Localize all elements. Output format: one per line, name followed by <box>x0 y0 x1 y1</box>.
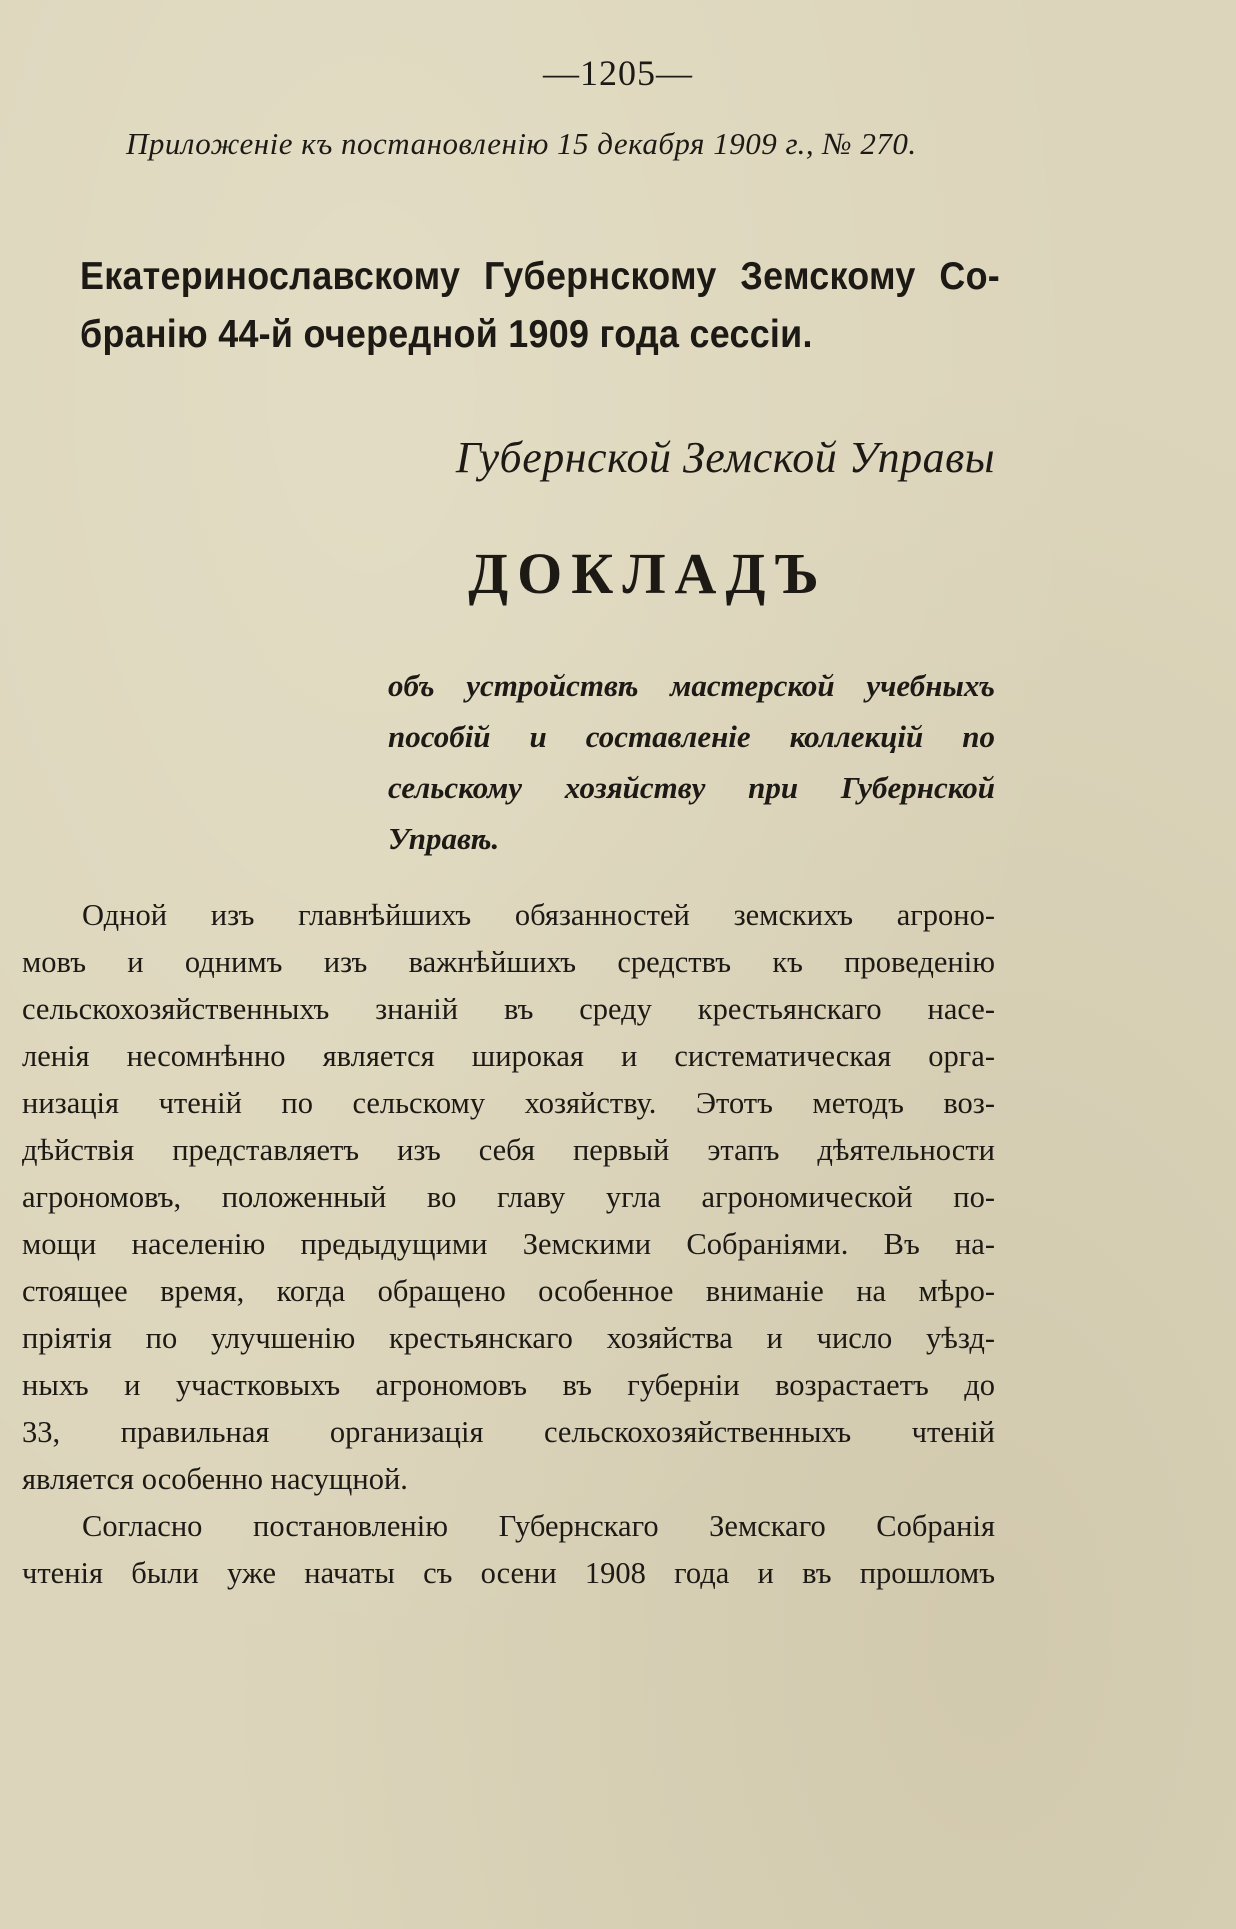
document-heading <box>80 248 1000 364</box>
body-line: 33, правильная организація сельскохозяйственныхъ чтеній <box>22 1415 995 1449</box>
annex-note: Приложеніе къ постановленію 15 декабря 1909 г., № 270. <box>126 126 917 161</box>
body-line: сельскохозяйственныхъ знаній въ среду крестьянскаго насе- <box>22 992 995 1026</box>
subject-line: Управѣ. <box>388 821 500 856</box>
body-text <box>22 892 995 1597</box>
body-line: является особенно насущной. <box>22 1462 408 1496</box>
heading-line-1: Екатеринославскому Губернскому Земскому Со- <box>80 255 1000 298</box>
heading-line-2: бранію 44-й очередной 1909 года сессіи. <box>80 313 813 356</box>
body-line: мовъ и однимъ изъ важнѣйшихъ средствъ къ проведенію <box>22 945 995 979</box>
body-line: мощи населенію предыдущими Земскими Собраніями. Въ на- <box>22 1227 995 1261</box>
body-line: низація чтеній по сельскому хозяйству. Этотъ методъ воз- <box>22 1086 995 1120</box>
body-line: ныхъ и участковыхъ агрономовъ въ губерніи возрастаетъ до <box>22 1368 995 1402</box>
page-number: —1205— <box>543 53 693 93</box>
body-line: чтенія были уже начаты съ осени 1908 года и въ прошломъ <box>22 1556 995 1590</box>
subject-line: сельскому хозяйству при Губернской <box>388 770 995 805</box>
body-line: Одной изъ главнѣйшихъ обязанностей земскихъ агроно- <box>82 898 995 932</box>
body-line: дѣйствія представляетъ изъ себя первый этапъ дѣятельности <box>22 1133 995 1167</box>
subject-line: объ устройствѣ мастерской учебныхъ <box>388 668 995 703</box>
subject-line: пособій и составленіе коллекцій по <box>388 719 995 754</box>
body-line: пріятія по улучшенію крестьянскаго хозяйства и число уѣзд- <box>22 1321 995 1355</box>
document-subheading: Губернской Земской Управы <box>455 433 995 482</box>
body-line: агрономовъ, положенный во главу угла агрономической по- <box>22 1180 995 1214</box>
body-line: стоящее время, когда обращено особенное вниманіе на мѣро- <box>22 1274 995 1308</box>
body-line: Согласно постановленію Губернскаго Земскаго Собранія <box>82 1509 995 1543</box>
body-line: ленія несомнѣнно является широкая и систематическая орга- <box>22 1039 995 1073</box>
document-title: ДОКЛАДЪ <box>468 541 828 606</box>
report-subject <box>388 660 995 864</box>
